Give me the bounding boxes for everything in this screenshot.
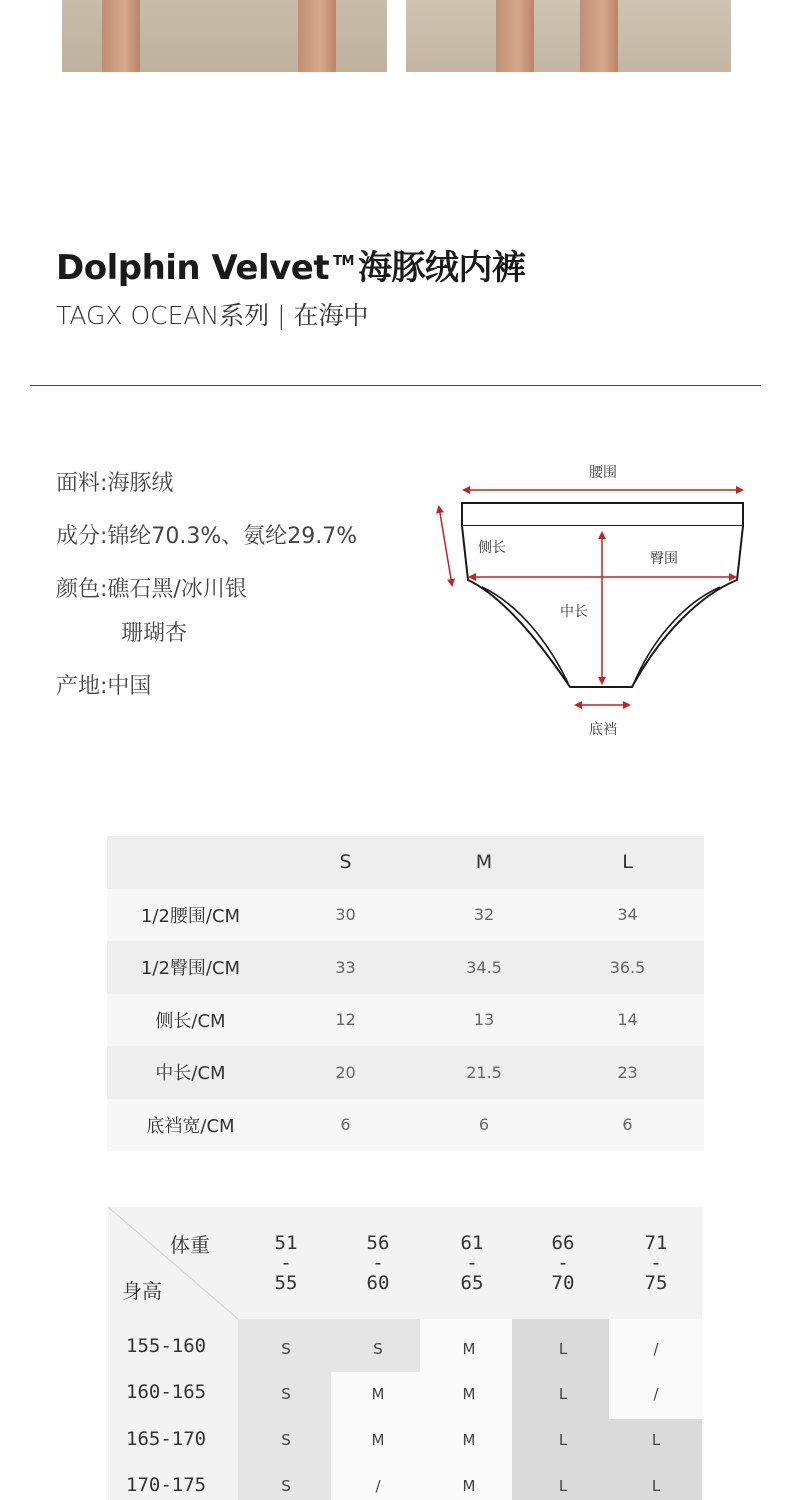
fit-cell: S [281, 1385, 291, 1403]
table-cell: 12 [274, 994, 417, 1047]
size-header: S [274, 836, 417, 889]
title-brand: Dolphin Velvet [56, 248, 330, 288]
label-side: 侧长 [478, 540, 506, 556]
size-measurement-table [107, 836, 704, 1151]
product-photo-right [406, 0, 731, 72]
table-cell: 6 [551, 1099, 704, 1152]
row-label: 1/2臀围/CM [107, 941, 274, 994]
weight-column-header: 66 - 70 [551, 1232, 575, 1294]
weight-column-header: 71 - 75 [644, 1232, 668, 1294]
product-subtitle: TAGX OCEAN系列 | 在海中 [56, 301, 369, 330]
table-cell: 32 [417, 889, 551, 942]
model-leg [580, 0, 618, 72]
table-cell: 33 [274, 941, 417, 994]
label-hip: 臀围 [650, 551, 678, 567]
fit-cell: L [558, 1477, 568, 1495]
fit-recommendation-chart [108, 1207, 702, 1500]
fit-cell: / [653, 1340, 659, 1358]
fit-cell: L [651, 1431, 661, 1449]
spec-color [56, 572, 247, 603]
size-header: L [551, 836, 704, 889]
spec-value: 礁石黑/冰川银 [107, 577, 247, 602]
label-waist: 腰围 [589, 465, 617, 481]
fit-cell: S [281, 1477, 291, 1495]
table-cell: 23 [551, 1046, 704, 1099]
spec-value: 中国 [107, 674, 152, 699]
fit-cell: S [373, 1340, 383, 1358]
spec-key: 产地: [56, 674, 108, 699]
fit-cell: M [371, 1385, 385, 1403]
table-cell: 34 [551, 889, 704, 942]
product-photo-left [62, 0, 387, 72]
height-row-label: 165-170 [126, 1428, 207, 1450]
table-cell: 20 [274, 1046, 417, 1099]
spec-key: 成分: [56, 524, 108, 549]
row-label: 底裆宽/CM [107, 1099, 274, 1152]
table-cell: 6 [274, 1099, 417, 1152]
size-header: M [417, 836, 551, 889]
measurement-diagram [430, 455, 770, 755]
height-row-label: 160-165 [126, 1381, 207, 1403]
row-label: 1/2腰围/CM [107, 889, 274, 942]
fit-cell: L [558, 1340, 568, 1358]
fit-cell: M [462, 1385, 476, 1403]
table-row [107, 889, 704, 942]
row-label: 中长/CM [107, 1046, 274, 1099]
spec-color-extra [121, 616, 187, 647]
table-cell: 34.5 [417, 941, 551, 994]
table-row [107, 994, 704, 1047]
spec-key: 面料: [56, 471, 108, 496]
table-cell: 21.5 [417, 1046, 551, 1099]
table-row [107, 941, 704, 994]
title-product-name: 海豚绒内裤 [357, 248, 526, 288]
table-cell: 6 [417, 1099, 551, 1152]
fit-cell: M [462, 1340, 476, 1358]
spec-value: 锦纶70.3%、氨纶29.7% [107, 524, 358, 549]
height-axis-label: 身高 [122, 1279, 162, 1303]
model-leg [496, 0, 534, 72]
table-header-row [107, 836, 704, 889]
fit-cell: M [462, 1477, 476, 1495]
table-cell: 36.5 [551, 941, 704, 994]
height-row-label: 155-160 [126, 1335, 207, 1357]
spec-origin [56, 669, 151, 700]
section-divider [30, 385, 761, 386]
weight-column-header: 61 - 65 [460, 1232, 484, 1294]
spec-fabric [56, 466, 173, 497]
zone-none [609, 1319, 702, 1419]
table-cell: 30 [274, 889, 417, 942]
fit-cell: S [281, 1431, 291, 1449]
fit-cell: / [653, 1385, 659, 1403]
fit-cell: L [558, 1385, 568, 1403]
weight-axis-label: 体重 [170, 1233, 210, 1257]
model-leg [298, 0, 336, 72]
spec-value: 海豚绒 [107, 471, 174, 496]
product-title [56, 240, 525, 289]
fit-cell: / [375, 1477, 381, 1495]
weight-column-header: 56 - 60 [366, 1232, 390, 1294]
table-cell: 14 [551, 994, 704, 1047]
fit-cell: M [462, 1431, 476, 1449]
model-leg [102, 0, 140, 72]
fit-cell: M [371, 1431, 385, 1449]
height-row-label: 170-175 [126, 1474, 207, 1496]
table-cell: 13 [417, 994, 551, 1047]
spec-key: 颜色: [56, 577, 108, 602]
side-arrow [439, 507, 452, 585]
fit-cell: S [281, 1340, 291, 1358]
weight-column-header: 51 - 55 [274, 1232, 298, 1294]
spec-value: 珊瑚杏 [121, 621, 188, 646]
table-corner [107, 836, 274, 889]
waistband-outline [462, 503, 743, 526]
label-crotch: 底裆 [589, 722, 617, 738]
fit-cell: L [558, 1431, 568, 1449]
table-row [107, 1046, 704, 1099]
row-label: 侧长/CM [107, 994, 274, 1047]
table-row [107, 1099, 704, 1152]
trademark-mark: TM [333, 254, 354, 269]
spec-composition [56, 519, 357, 550]
label-center: 中长 [560, 604, 588, 620]
fit-cell: L [651, 1477, 661, 1495]
